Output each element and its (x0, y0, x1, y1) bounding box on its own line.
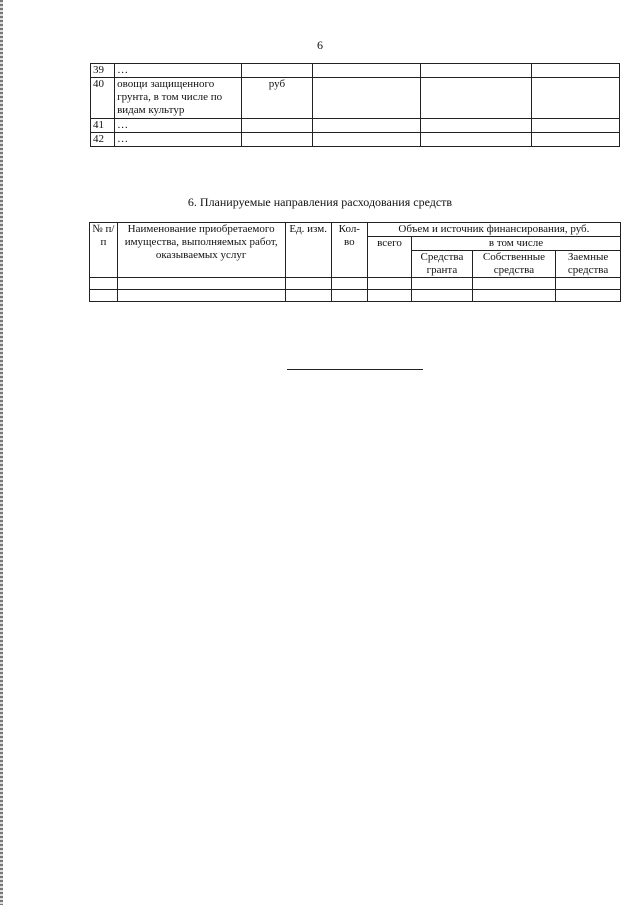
table-row (91, 119, 620, 133)
table-cell (420, 119, 531, 133)
table-cell (532, 78, 620, 119)
table-cell (556, 278, 621, 290)
table-cell (367, 278, 411, 290)
row-name: … (115, 64, 242, 78)
header-funding: Объем и источник финансирования, руб. (367, 223, 620, 237)
table-cell (313, 78, 421, 119)
table-cell (313, 64, 421, 78)
table-cell (285, 278, 331, 290)
row-name: овощи защищенного грунта, в том числе по видам культур (115, 78, 242, 119)
table-cell (472, 290, 555, 302)
table-row (90, 278, 621, 290)
table-cell (90, 278, 118, 290)
header-unit: Ед. изм. (285, 223, 331, 278)
table-cell (117, 290, 285, 302)
row-name: … (115, 133, 242, 147)
table-cell (472, 278, 555, 290)
table-cell (331, 278, 367, 290)
table-row (91, 78, 620, 119)
row-number: 39 (91, 64, 115, 78)
table-cell (420, 64, 531, 78)
row-number: 40 (91, 78, 115, 119)
table-cell (331, 290, 367, 302)
row-unit (241, 133, 312, 147)
table-row (90, 290, 621, 302)
row-unit (241, 64, 312, 78)
table-cell (532, 64, 620, 78)
table-cell (90, 290, 118, 302)
header-num: № п/п (90, 223, 118, 278)
scan-edge (0, 0, 3, 905)
table-cell (420, 133, 531, 147)
page-number: 6 (317, 38, 323, 52)
table-row (91, 64, 620, 78)
table-cell (532, 119, 620, 133)
table-cell (313, 133, 421, 147)
spending-plan-table (89, 222, 621, 302)
table-row (91, 133, 620, 147)
table-cell (412, 290, 473, 302)
row-unit (241, 119, 312, 133)
header-total: всего (367, 237, 411, 278)
table-cell (367, 290, 411, 302)
expenses-table (90, 63, 620, 147)
header-including: в том числе (412, 237, 621, 251)
table-cell (420, 78, 531, 119)
header-grant: Средства гранта (412, 251, 473, 278)
table-cell (117, 278, 285, 290)
section-title: 6. Планируемые направления расходования средств (187, 195, 453, 209)
table-cell (556, 290, 621, 302)
table-cell (532, 133, 620, 147)
row-number: 42 (91, 133, 115, 147)
header-borrowed: Заемные средства (556, 251, 621, 278)
header-own: Собственные средства (472, 251, 555, 278)
table-cell (412, 278, 473, 290)
row-unit: руб (241, 78, 312, 119)
row-name: … (115, 119, 242, 133)
header-qty: Кол-во (331, 223, 367, 278)
closing-line (287, 369, 423, 370)
header-name: Наименование приобретаемого имущества, выполняемых работ, оказываемых услуг (117, 223, 285, 278)
table-cell (313, 119, 421, 133)
row-number: 41 (91, 119, 115, 133)
table-cell (285, 290, 331, 302)
